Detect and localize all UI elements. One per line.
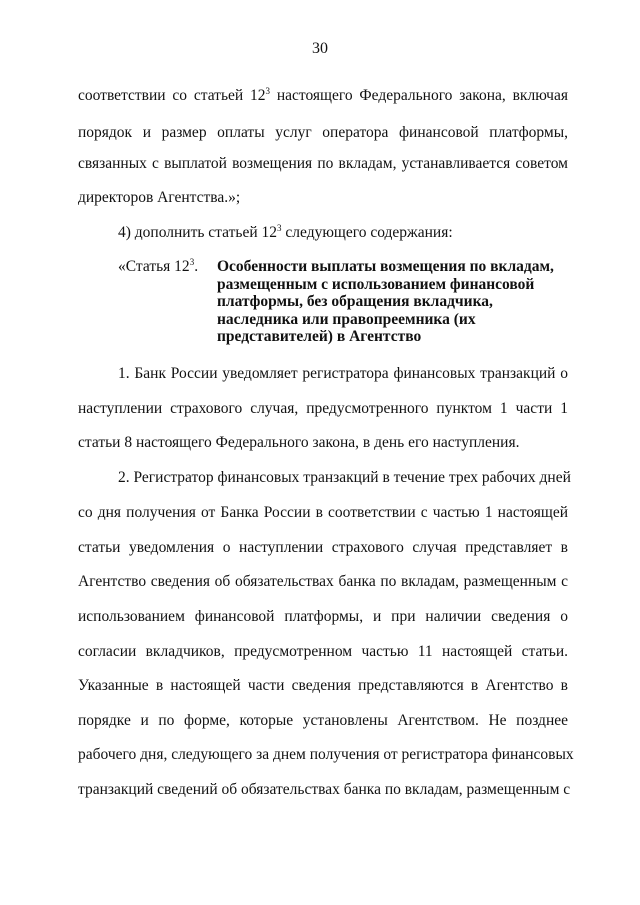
text-line: рабочего дня, следующего за днем получения от регистратора финансовых xyxy=(78,746,574,763)
text-line: наступлении страхового случая, предусмотренного пунктом 1 части 1 xyxy=(78,400,568,417)
text-line: статьи уведомления о наступлении страхового случая представляет в xyxy=(78,539,568,556)
text-line: порядок и размер оплаты услуг оператора финансовой платформы, xyxy=(78,124,568,141)
page-number: 30 xyxy=(312,40,328,57)
article-title xyxy=(217,258,557,346)
text-line: Агентство сведения об обязательствах банка по вкладам, размещенным с xyxy=(78,573,568,590)
text-line: соответствии со статьей $12^3$ настоящего Федерального закона, включая xyxy=(78,86,568,104)
article-title-line: Особенности выплаты возмещения по вкладам, xyxy=(217,258,554,275)
article-title-line: размещенным с использованием финансовой xyxy=(217,275,535,293)
article-label-text: «Статья 12 xyxy=(118,258,190,275)
text-line: связанных с выплатой возмещения по вкладам, устанавливается советом xyxy=(78,155,568,172)
text-line: директоров Агентства.»; xyxy=(78,189,241,206)
text-line: 2. Регистратор финансовых транзакций в течение трех рабочих дней xyxy=(118,469,571,486)
article-label-superscript: 3 xyxy=(189,257,195,267)
text-line: статьи 8 настоящего Федерального закона, в день его наступления. xyxy=(78,434,520,451)
article-label xyxy=(118,258,198,276)
text-line: 4) дополнить статьей $12^3$ следующего содержания: xyxy=(118,223,453,241)
text-line: со дня получения от Банка России в соответствии с частью 1 настоящей xyxy=(78,504,568,521)
article-title-line: представителей) в Агентство xyxy=(217,328,422,345)
text-line: согласии вкладчиков, предусмотренном частью 11 настоящей статьи. xyxy=(78,643,568,660)
text-line: транзакций сведений об обязательствах банка по вкладам, размещенным с xyxy=(78,781,571,798)
text-line: порядке и по форме, которые установлены Агентством. Не позднее xyxy=(78,712,568,729)
text-line: использованием финансовой платформы, и при наличии сведения о xyxy=(78,608,568,625)
article-label-dot: . xyxy=(194,258,199,275)
text-line: 1. Банк России уведомляет регистратора финансовых транзакций о xyxy=(118,365,568,382)
text-line: Указанные в настоящей части сведения представляются в Агентство в xyxy=(78,677,568,694)
article-title-line: наследника или правопреемника (их xyxy=(217,310,476,328)
article-title-line: платформы, без обращения вкладчика, xyxy=(217,293,493,310)
